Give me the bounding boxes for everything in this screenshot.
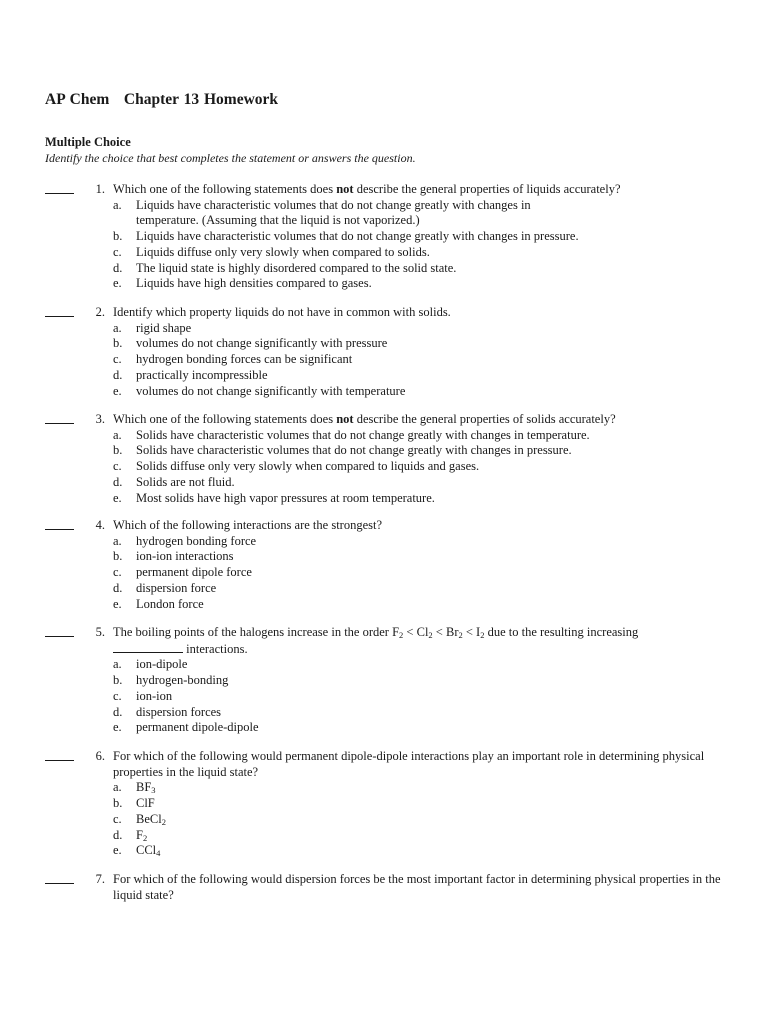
- question-number: 5.: [95, 625, 105, 639]
- answer-blank[interactable]: [45, 305, 74, 317]
- option-letter: d.: [113, 260, 123, 275]
- option-text: Liquids diffuse only very slowly when compared to solids.: [136, 244, 430, 259]
- option-letter: c.: [113, 565, 122, 580]
- option-c: c. BeCl$_2$: [113, 811, 166, 827]
- option-d: [45, 475, 725, 491]
- option-letter: a.: [113, 780, 122, 795]
- option-text: Liquids have high densities compared to gases.: [136, 276, 372, 291]
- question-number: 4.: [95, 518, 105, 532]
- option-letter: b.: [113, 229, 123, 244]
- option-letter: a.: [113, 320, 122, 335]
- option-letter: d.: [113, 367, 123, 382]
- option-text: London force: [136, 596, 204, 611]
- option-a: a. $BF_3$: [113, 780, 156, 796]
- option-a: [45, 428, 725, 444]
- answer-blank[interactable]: [45, 518, 74, 530]
- option-text: hydrogen-bonding: [136, 673, 229, 688]
- option-c: [45, 245, 725, 261]
- fill-in-blank[interactable]: [113, 641, 183, 653]
- option-letter: c.: [113, 688, 122, 703]
- option-e: [45, 720, 725, 736]
- option-text: Solids have characteristic volumes that do not change greatly with changes in temperature.: [136, 427, 590, 442]
- option-text: permanent dipole-dipole: [136, 720, 259, 735]
- option-text: practically incompressible: [136, 367, 268, 382]
- option-text: volumes do not change significantly with temperature: [136, 383, 406, 398]
- option-c: [45, 565, 725, 581]
- option-letter: c.: [113, 811, 122, 826]
- option-a: [45, 657, 725, 673]
- option-text: dispersion forces: [136, 704, 222, 719]
- option-text: Solids are not fluid.: [136, 474, 235, 489]
- question-7: [45, 872, 725, 903]
- option-letter: a.: [113, 533, 122, 548]
- section-title: Multiple Choice: [45, 135, 131, 149]
- instructions: Identify the choice that best completes the statement or answers the question.: [45, 151, 416, 165]
- option-list: [45, 321, 725, 400]
- option-text: ion-ion interactions: [136, 549, 234, 564]
- option-b: [45, 549, 725, 565]
- option-letter: e.: [113, 276, 122, 291]
- option-text: hydrogen bonding force: [136, 533, 257, 548]
- option-text: ion-dipole: [136, 657, 188, 672]
- question-stem: Identify which property liquids do not have in common with solids.: [113, 305, 451, 319]
- option-letter: b.: [113, 443, 123, 458]
- option-letter: b.: [113, 796, 123, 811]
- page-title: AP Chem Chapter 13 Homework: [45, 91, 279, 108]
- option-letter: d.: [113, 827, 123, 842]
- question-stem: Which one of the following statements does not describe the general properties of liquids accurately?: [113, 182, 621, 196]
- option-d: [45, 368, 725, 384]
- option-letter: b.: [113, 336, 123, 351]
- option-letter: a.: [113, 197, 122, 212]
- option-b: [45, 443, 725, 459]
- option-list: [45, 428, 725, 507]
- option-d: [45, 581, 725, 597]
- option-text: hydrogen bonding forces can be significant: [136, 352, 353, 367]
- answer-blank[interactable]: [45, 412, 74, 424]
- question-stem: Which one of the following statements does not describe the general properties of solids accurately?: [113, 412, 616, 426]
- question-3: [45, 412, 725, 506]
- option-letter: c.: [113, 244, 122, 259]
- option-letter: b.: [113, 673, 123, 688]
- question-number: 1.: [95, 182, 105, 196]
- option-a: [45, 198, 596, 229]
- option-text: Most solids have high vapor pressures at room temperature.: [136, 490, 435, 505]
- question-stem: For which of the following would permanent dipole-dipole interactions play an important role in determining physical properties in the liquid state?: [113, 749, 705, 779]
- option-text: Solids diffuse only very slowly when compared to liquids and gases.: [136, 459, 480, 474]
- option-list: [45, 780, 725, 859]
- option-letter: b.: [113, 549, 123, 564]
- emphasis: not: [336, 182, 354, 196]
- option-e: [45, 276, 725, 292]
- answer-blank[interactable]: [45, 872, 74, 884]
- question-stem: The boiling points of the halogens increase in the order $F_2 < Cl_2 < Br_2 < I_2$ due to the resulting increasing interactions.: [113, 625, 639, 656]
- option-letter: a.: [113, 657, 122, 672]
- option-letter: e.: [113, 383, 122, 398]
- question-1: [45, 182, 725, 292]
- option-text: volumes do not change significantly with pressure: [136, 336, 388, 351]
- answer-blank[interactable]: [45, 625, 74, 637]
- formula: ClF: [136, 796, 155, 811]
- option-text: permanent dipole force: [136, 565, 252, 580]
- option-e: [45, 491, 725, 507]
- answer-blank[interactable]: [45, 749, 74, 761]
- question-5: [45, 625, 725, 736]
- option-c: [45, 352, 725, 368]
- answer-blank[interactable]: [45, 182, 74, 194]
- option-b: [45, 796, 725, 812]
- option-d: [45, 705, 725, 721]
- option-letter: c.: [113, 352, 122, 367]
- option-d: [45, 261, 725, 277]
- option-letter: d.: [113, 580, 123, 595]
- option-letter: d.: [113, 474, 123, 489]
- question-stem: Which of the following interactions are the strongest?: [113, 518, 383, 532]
- option-list: [45, 657, 725, 736]
- question-4: [45, 518, 725, 612]
- option-text: dispersion force: [136, 580, 217, 595]
- question-number: 3.: [95, 412, 105, 426]
- option-text: Solids have characteristic volumes that do not change greatly with changes in pressure.: [136, 443, 572, 458]
- option-d: d. $F_2$: [113, 827, 148, 843]
- question-6: [45, 749, 725, 859]
- option-letter: e.: [113, 490, 122, 505]
- option-text: rigid shape: [136, 320, 192, 335]
- option-list: [45, 198, 725, 292]
- option-e: [45, 597, 725, 613]
- option-letter: e.: [113, 596, 122, 611]
- option-text: ion-ion: [136, 688, 173, 703]
- formula: BF: [136, 780, 152, 795]
- option-b: [45, 336, 725, 352]
- option-b: [45, 229, 725, 245]
- option-a: [45, 534, 725, 550]
- option-letter: a.: [113, 427, 122, 442]
- question-stem: For which of the following would dispersion forces be the most important factor in determining physical properties in the liquid state?: [113, 872, 721, 902]
- option-c: [45, 689, 725, 705]
- option-text: The liquid state is highly disordered compared to the solid state.: [136, 260, 457, 275]
- question-2: [45, 305, 725, 399]
- option-b: [45, 673, 725, 689]
- option-letter: c.: [113, 459, 122, 474]
- emphasis: not: [336, 412, 354, 426]
- option-e: [45, 384, 725, 400]
- option-list: [45, 534, 725, 613]
- option-text: Liquids have characteristic volumes that do not change greatly with changes in pressure.: [136, 229, 579, 244]
- option-letter: e.: [113, 843, 122, 858]
- option-c: [45, 459, 725, 475]
- option-e: e. CCl$_4$: [113, 843, 161, 859]
- option-letter: d.: [113, 704, 123, 719]
- formula: CCl: [136, 843, 157, 858]
- formula: BeCl: [136, 811, 162, 826]
- question-number: 2.: [95, 305, 105, 319]
- option-a: [45, 321, 725, 337]
- option-letter: e.: [113, 720, 122, 735]
- question-number: 6.: [95, 749, 105, 763]
- formula: F: [136, 827, 143, 842]
- question-number: 7.: [95, 872, 105, 886]
- option-text: Liquids have characteristic volumes that do not change greatly with changes in temperature. (Assuming that the liquid is not vaporized.): [136, 197, 531, 228]
